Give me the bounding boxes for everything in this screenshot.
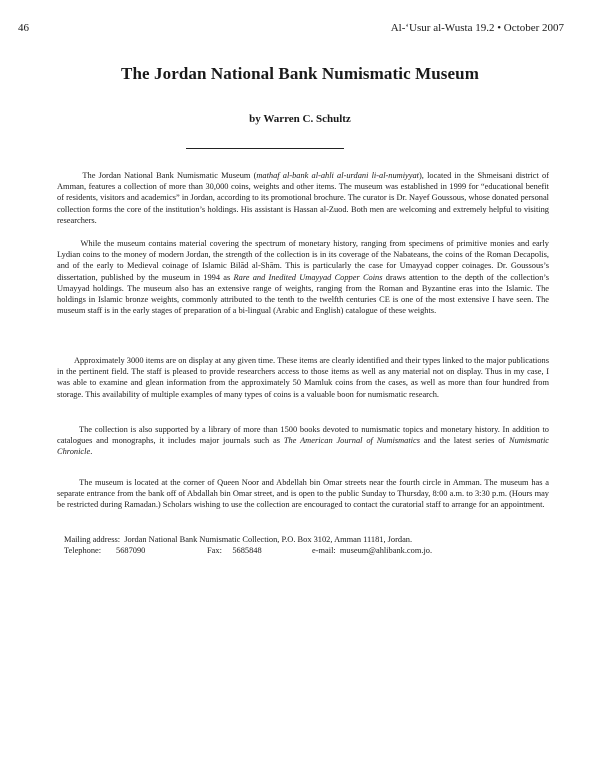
running-head: Al-‘Usur al-Wusta 19.2 • October 2007 xyxy=(390,22,564,34)
p1-text-end: ), located in the Shmeisani district of Amman, features a collection of more than 30,000 coins, weights and other items. The museum was established in 1999 for “educational benefit of residents, visitors and academics” in Jordan, according to its promotional brochure. The curator is Dr. Nayef Goussous, whose donated personal collection forms the core of the institution’s holdings. His assistant is Hassan al-Zuod. Both men are welcoming and extremely helpful to visiting researchers. xyxy=(57,171,550,225)
contact-block xyxy=(64,534,554,556)
paragraph-intro xyxy=(57,170,549,226)
mailing-label: Mailing address: xyxy=(64,535,121,544)
p1-arabic-name: mathaf al-bank al-ahli al-urdani li-al-numiyyat xyxy=(256,171,420,180)
p5-text: The museum is located at the corner of Queen Noor and Abdellah bin Omar streets near the fourth circle in Amman. The museum has a separate entrance from the bank off of Abdallah bin Omar street, and is open to the public Sunday to Thursday, 8:00 a.m. to 3:30 p.m. (Hours may be restricted during Ramadan.) Scholars wishing to use the collection are encouraged to contact the curatorial staff to arrange for an appointment. xyxy=(57,478,549,510)
email-label: e-mail: xyxy=(312,546,336,556)
article-byline: by Warren C. Schultz xyxy=(249,113,351,125)
p4-journal-title-2: Numismatic Chronicle xyxy=(57,436,550,457)
paragraph-collection xyxy=(57,238,549,316)
p4-journal-title-1: The American Journal of Numismatics xyxy=(283,436,420,446)
mailing-address-line xyxy=(64,534,554,545)
fax-label: Fax: xyxy=(207,546,222,556)
email-value[interactable]: museum@ahlibank.com.jo. xyxy=(339,546,433,556)
telephone-label: Telephone: xyxy=(64,546,102,556)
paragraph-display xyxy=(57,355,549,400)
title-divider xyxy=(186,148,344,149)
p3-text: Approximately 3000 items are on display at any given time. These items are clearly identified and their types linked to the major publications in the pertinent field. The staff is pleased to provide researchers access to those items as well as any material not on display. Thus in my case, I was able to examine and glean information from the approximately 50 Mamluk coins from the cases, as well as more than four hundred from storage. This availability of multiple examples of many types of coins is a valuable boon for numismatic research. xyxy=(57,356,549,399)
telephone-value: 5687090 xyxy=(116,546,146,556)
p4-text-end: . xyxy=(90,447,93,457)
p1-text-start: The Jordan National Bank Numismatic Museum ( xyxy=(82,171,257,180)
p2-text-end: draws attention to the depth of the collection’s Umayyad holdings. The museum also has an extensive range of weights, ranging from the Roman and Byzantine eras into the Islamic. The holdings in Islamic bronze weights, commonly attributed to the tenth to the twelfth centuries CE is one of the most extensive I have seen. The museum staff is in the early stages of preparation of a bi-lingual (Arabic and English) catalogue of these weights. xyxy=(57,272,549,316)
paragraph-location xyxy=(57,477,549,511)
article-title: The Jordan National Bank Numismatic Museum xyxy=(121,64,479,83)
p2-book-title: Rare and Inedited Umayyad Copper Coins xyxy=(233,272,383,282)
p4-text-middle: and the latest series of xyxy=(419,436,509,446)
fax-value: 5685848 xyxy=(232,546,262,556)
p2-text-start: While the museum contains material covering the spectrum of monetary history, ranging from specimens of primitive monies and early Lydian coins to the money of modern Jordan, the strength of the collection is in its coverage of the Nabateans, the coins of the Roman Decapolis, and of the early to Medieval coinage of Islamic Bilād al-Shām. This is particularly the case for Umayyad copper coinages. Dr. Goussous’s dissertation, published by the museum in 1994 as xyxy=(57,239,549,282)
mailing-value: Jordan National Bank Numismatic Collection, P.O. Box 3102, Amman 11181, Jordan. xyxy=(124,535,413,544)
page-number: 46 xyxy=(18,22,29,34)
p4-text-start: The collection is also supported by a library of more than 1500 books devoted to numismatic topics and monetary history. In addition to catalogues and monographs, it includes major journals such as xyxy=(57,425,549,446)
phone-fax-email-line xyxy=(64,545,554,556)
paragraph-library xyxy=(57,424,549,458)
